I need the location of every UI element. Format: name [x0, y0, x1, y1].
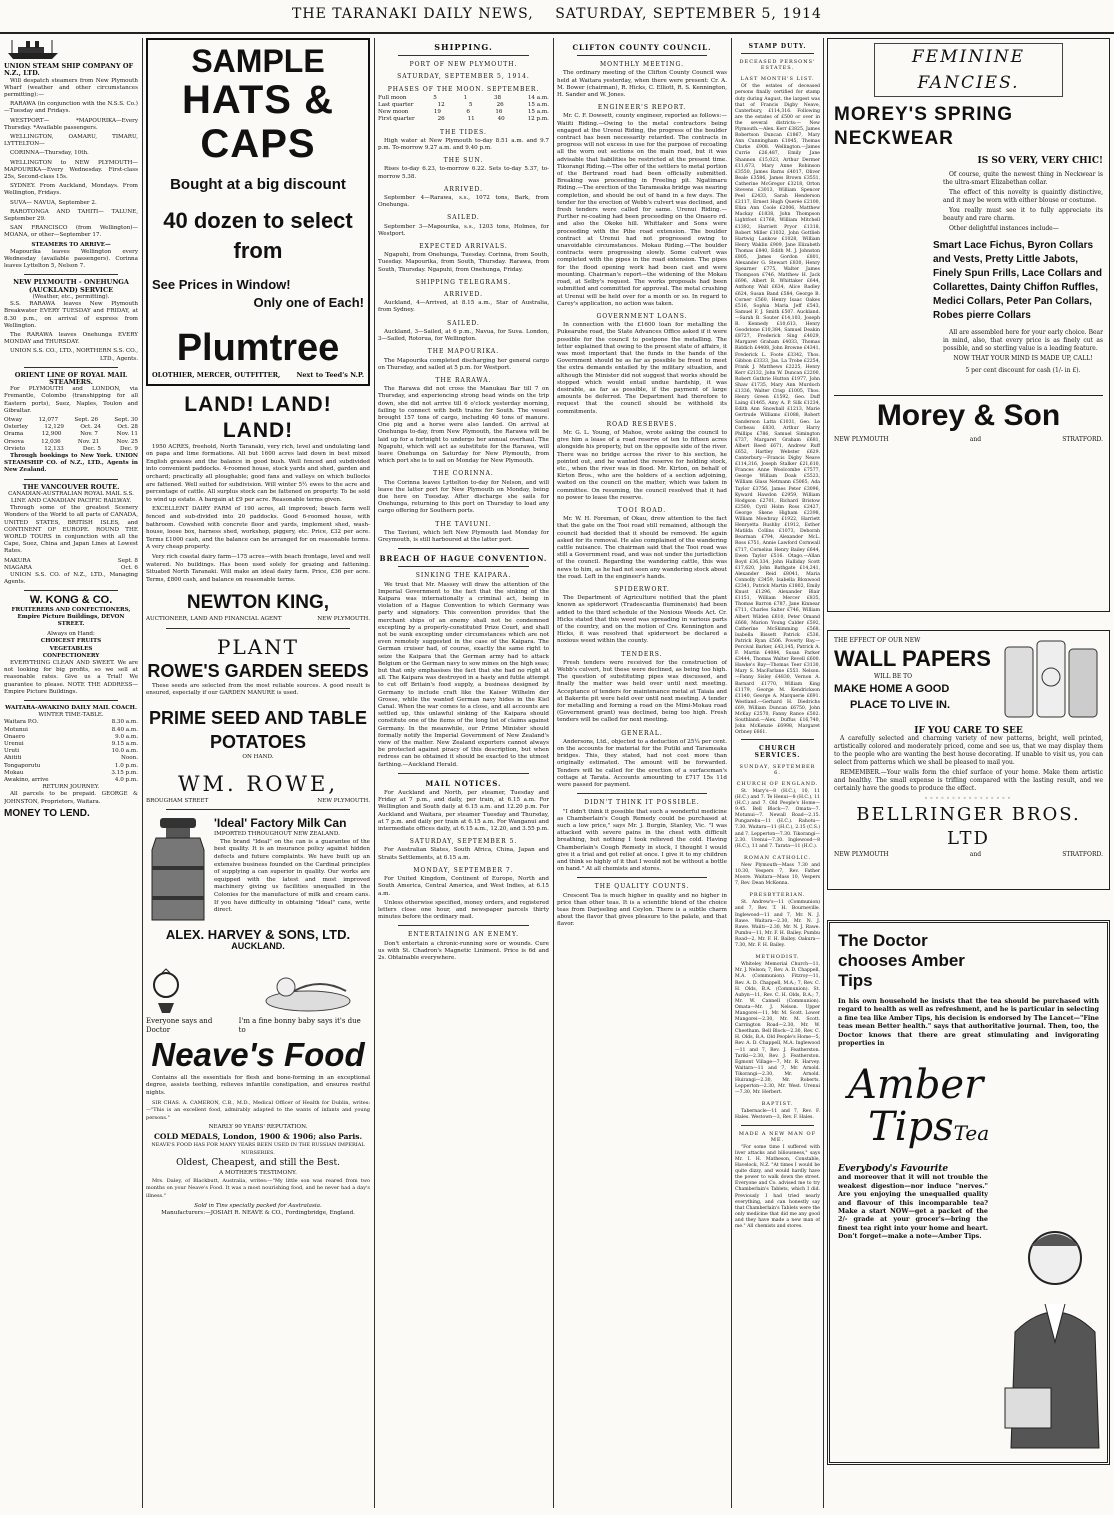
newton-sub: AUCTIONEER, LAND AND FINANCIAL AGENT NEW PLYMOUTH.: [146, 616, 370, 623]
table-row: Orvieto 12,133 Dec. 5 Dec. 9: [4, 445, 138, 452]
newman-text: "For some time I suffered with liver attacks and biliousness," says Mr. I. H. Matheson, Constable, Havelock, N.Z. "At times I would be quite dizzy, and would hardly have the power to walk down the street. Everyone and Co. advised me to try Chamberlain's Tablets, which I did. Previously I had tried nearly everything, and can honestly say that Chamberlain's Tablets were the only medicine that did me any good and they have made a new man of me." All chemists and stores.: [735, 1144, 820, 1229]
arrived-heading: ARRIVED.: [444, 185, 483, 193]
hague-heading: BREACH OF HAGUE CONVENTION.: [379, 554, 548, 564]
monday-heading: MONDAY, SEPTEMBER 7.: [413, 866, 514, 874]
table-row: New moon 19 6 16 15 a.m.: [378, 109, 549, 116]
kong-text: FRUITERERS AND CONFECTIONERS, Empire Picture Buildings, DEVON STREET.: [11, 606, 131, 628]
alex-harvey-heading: ALEX. HARVEY & SONS, LTD.: [165, 927, 351, 943]
gold-medals: COLD MEDALS, London, 1900 & 1906; also Paris.: [153, 1132, 363, 1141]
hats-caps-ad: [146, 38, 370, 386]
table-row: Orsova 12,036 Nov. 21 Nov. 25: [4, 438, 138, 445]
will-be-line: WILL BE TO: [874, 673, 913, 680]
steamship-icon: [4, 38, 62, 60]
table-row: Onaero 9.0 a.m.: [4, 733, 138, 740]
column-council: [557, 38, 727, 1508]
uss-company-title: UNION STEAM SHIP COMPANY OF N.Z., LTD.: [4, 62, 134, 78]
ornament-line: ◦◦◦◦◦◦◦◦◦◦◦◦◦◦◦◦: [924, 795, 1013, 802]
divider: [398, 773, 529, 774]
royal-crest-icon: [146, 967, 186, 1017]
arrived-text: September 4—Rarawa, s.s., 1072 tons, Bark, from Onehunga.: [378, 195, 549, 209]
vancouver-footer: UNION S.S. CO. of N.Z., LTD., Managing Agents.: [4, 572, 138, 586]
mail-text: For Auckland and North, per steamer, Tuesday and Friday at 7 p.m., and daily, per train, at 6.15 a.m. For Wellington and South daily at 6.15 a.m. and 12.20 p.m. For Auckland and Waitara, per steamer Tuesday and Thursday, at 7 p.m. and daily per train at 6.15 a.m. For Wanganui and intermediate offices daily, at 6.15 a.m., 12.20, and 3.55 p.m.: [378, 790, 549, 833]
saturday-heading: SATURDAY, SEPTEMBER 5.: [409, 838, 518, 846]
kong-text2: EVERYTHING CLEAN AND SWEET. We are not looking for big profits, so we sell at reasonable rates. Give us a Trial! We guarantee to please. NOTE THE ADDRESS— Empire Picture Buildings.: [4, 660, 138, 695]
mapourika-heading: THE MAPOURIKA.: [427, 348, 500, 356]
chic-text: Of course, quite the newest thing in Neckwear is the ultra-smart Elizabethan collar.: [943, 171, 1103, 186]
newton-king-heading: NEWTON KING,: [186, 592, 330, 614]
mother-testimony: A MOTHER'S TESTIMONY.: [219, 1170, 297, 1177]
amber-word: Amber: [848, 1062, 984, 1109]
sailed2-text: Auckland, 3—Sailed, at 6 p.m., Navua, for Suva. London, 3—Sailed, Rotorua, for Wellington.: [378, 328, 549, 343]
column-rule: [823, 38, 824, 1508]
coach-footer: All parcels to be prepaid. GEORGE & JOHNSTON, Proprietors, Waitara.: [4, 791, 138, 805]
potatoes-heading: POTATOES: [209, 732, 306, 753]
money-to-lend: MONEY TO LEND.: [4, 807, 90, 819]
only-one-line: Only one of Each!: [253, 295, 364, 310]
arrived2-text: Auckland, 4—Arrived, at 8.15 a.m., Star of Australia, from Sydney.: [378, 300, 549, 314]
newman-heading: MADE A NEW MAN OF ME.: [738, 1130, 817, 1143]
estates-text: Of the estates of deceased persons finally certified for stamp duty during August, the largest was that of Francis Digby Neave, Canterbury, £114,316. Following are the estates of £500 or over in the several districts:— New Plymouth.—Alex. Kerr £3825, James Robertson Duncan £1867, Mary Ann Cunningham £1045, Thomas Clarke £908. Wellington.—James Currie £26,487, Emily Jane Shannon £15,023, Arthur Dermer £11,673, Mary Anne Robinson £3550, James Barns £4017, Oliver Beale £3586, James Brown £3551, Catherine McGregor £3218, Orton Stevens £3013, William Spencer Peel £2433, Sarah Henderson £2117, Ernest Hugh Querée £2100, Eliza Ann Coole £2006, Matthew Mackay £1838, John Thompson Lightfoot £1768, William Mitchell £1392, Harriett Pryor £1318, Robert Miller £1032, John Gottlieb Hartwig Lankow £1028, William Henry Waklin £909, Jane Elizabeth Thomas £840, Edith M. J. Johnston £805, James Gordon £801, Alexander G. Stewart £830, Henry Spearner £775, Walter James Thompson £746, Matthew H. Jack £696, Albert B. Whittaker £644, Anthony Wall £634, Alice Radley £624, Susan Band £584, George B. Corner £560, Henry Isaac Oakes £516, Sophia Maria Jeff £543, Samuel F. J. Smith £507. Auckland.—Sarah B. Souter £14,103, Joseph B. Kennedy £10,613, Henry Goodstone £10,384, Samuel Deakin £8727, Frederick Sing £4029, Margaret Graham £4033, Thomas Riddich £4408, John Browne £4341, Frederick L. Foote £3342, Thos. Gibbon £3333, Jas. La Trobe £2254, Frank J. Matthews £2225, Henry Kerr £2132, John W. Duncan £2200, Robert Guthrie Hutton £1977, John Shaw £1735, Mary Ann Murdoch £1336, Walter Crisp £1005, Thos. Henry Green £1592, Geo. Duff Laing £1465, Amy A. P. Silk £1234, Edith Ann Snowball £1213, Marie Gertrude Williams £1088, Robert Sanderson Latta £1031, Geo. Le Corbeau £830, Arthur Harry Phillips £786, Samuel Simington £737, Margaret Graham £681, Albert Reed £671, Andrew Ruff £652, Hartley Webster £629. Canterbury.—Francis Digby Neave £114,316, Joseph Stalker £21,610, Frances Anne Woolcombe £7577, George William Doak £5523, William Glass Netmann £5065, Ada Taylor £3756, James Peter £3096, Kyward Hawdon £2959, William Hodgson £2701, Richard Bristow £2500, Cyril Holm Ross £2427, George Skene Higham £2398, William Mowbray £1922, Harriett Henryetta Rushby £1912, Esther Matilda Collins £1073, Deborah Bearman £794, Alexander McL. Ross £751, Annie Lawford Cornwall £717, Cornelius Henry Bailey £644, Ewen Taylor £516. Otago.—Allan Boyd £36,334, John Halliday Scott £17,620, John Bathgate £14,241, Alexander Reid £8041, Maria Connolly £3459, Isabella Bloxwood £2341, Patrick Martin £1802, Emily Knust £1296, Alexander Blair £1151, William Mercer £835, Thomas Barron £787, Jane Kinnear £711, Charles Salter £746, William Albert Wilden £610, Peter Omand £668, Marion Young Calder £592, Catherine McSkimming £568, Isabella Bissett Patrick £536, Patrick Ryan £506. Poverty Bay.—Percival Barker, £43,145, Patrick A. F. Martin £4084, Susan Parker £3444, Thomas Walter Revell £600. Hawke's Bay—Thomas Teer £3130, Mary S. MacFarlane £553. Nelson.—Fanny Sisley £4830, Vernon A. Barnard £1770, William King £1179, George M. Kendrickson £1140, George A. Marquerie £691. Westland.—Gerhard H. Diedrichs £69, William Duncan £6750, John McKay £2570, Fanny Rance £502. Southland.—Alex. Duffus £16,740, John McKenzie £6998, Margaret Orbney £661.: [735, 84, 820, 736]
cameron-quote: SIR CHAS. A. CAMERON, C.B., M.D., Medical Officer of Health for Dublin, writes:—"This is an excellent food, admirably adapted to the wants of infants and young persons.": [146, 1099, 370, 1121]
see-prices-line: See Prices in Window!: [152, 277, 291, 292]
column-display-ads: [146, 38, 370, 1508]
column-rule: [142, 38, 143, 1508]
kaipara-heading: SINKING THE KAIPARA.: [415, 572, 512, 580]
sample-heading: SAMPLE: [191, 43, 325, 79]
list-item: Always on Hand:: [47, 631, 95, 638]
plant-heading: PLANT: [216, 634, 300, 659]
assembled-text: All are assembled here for your early choice. Bear in mind, also, that every price is as finely cut as possible, and so sterling value is a leading feature.: [943, 329, 1103, 352]
baby-drawing-icon: [250, 961, 370, 1017]
bellringer-heading: BELLRINGER BROS. LTD: [856, 804, 1081, 849]
england-text: St. Mary's—8 (H.C.), 10, 11 (H.C.) and 7. Te Henui—8 (H.C.), 11 (H.C.) and 7. Old People's Home—9.45. Bell Block—7. Omata—7. Motunui—7. Newall Road—2.15. Pungarehu—11 (H.C.). Rahotu—7.30. Waitara—11 (H.C.), 2.15 (C.S.) and 7. Lepperton—7.30. Tikorangi—2.30. Urenui—7.30. Inglewood—8 (H.C.), 11 and 7. Tarata—11 (H.C.).: [735, 788, 820, 849]
coach-return: RETURN JOURNEY.: [42, 784, 100, 791]
monday-text: For United Kingdom, Continent of Europe, North and South America, Central America, and West Indies, at 6.15 a.m.: [378, 876, 549, 897]
sun-text: Rises to-day 6.23, to-morrow 6.22. Sets to-day 5.37, to-morrow 5.38.: [378, 166, 549, 180]
council-heading: CLIFTON COUNTY COUNCIL.: [572, 43, 712, 52]
england-heading: CHURCH OF ENGLAND.: [736, 780, 819, 787]
table-row: First quarter 26 11 40 12 p.m.: [378, 116, 549, 123]
amber-tips-logo: [838, 1062, 1099, 1155]
table-row: MAKURA Sept. 8: [4, 557, 138, 564]
reserves-heading: ROAD RESERVES.: [606, 420, 678, 428]
column-stamp-duty: [735, 38, 820, 1508]
milk-can-copy: [210, 816, 370, 926]
moreys-heading: MOREY'S SPRING: [834, 104, 1013, 125]
auckland-line: AUCKLAND.: [231, 941, 285, 952]
bellringer-locations: NEW PLYMOUTH and STRATFORD.: [834, 851, 1103, 858]
methodist-heading: METHODIST.: [755, 954, 800, 961]
list-item: WELLINGTON, OAMARU, TIMARU, LYTTELTON—: [4, 134, 138, 148]
telegrams-heading: SHIPPING TELEGRAMS.: [415, 278, 512, 286]
monthly-heading: MONTHLY MEETING.: [599, 61, 685, 69]
morey-locations: NEW PLYMOUTH and STRATFORD.: [834, 436, 1103, 443]
sailed-heading: SAILED.: [447, 214, 480, 222]
table-row: NIAGARA Oct. 6: [4, 564, 138, 571]
table-row: Motunui 8.40 a.m.: [4, 726, 138, 733]
divider: [166, 809, 350, 810]
np-agents: UNION S.S. CO., LTD., NORTHERN S.S. CO., LTD., Agents.: [9, 348, 138, 362]
neckwear-heading: NECKWEAR: [834, 128, 954, 149]
list-item: SAN FRANCISCO (from Wellington)— MOANA, or other—September 17.: [4, 225, 138, 239]
tides-heading: THE TIDES.: [440, 128, 487, 136]
divider: [398, 566, 529, 567]
neaves-food-heading: Neave's Food: [151, 1035, 365, 1073]
arrived2-heading: ARRIVED.: [444, 291, 483, 299]
rarawa-heading: THE RARAWA.: [435, 376, 492, 384]
coastal-text: Very rich coastal dairy farm—175 acres—with beach frontage, level and well watered. No buildings. Has been used solely for grazing and fattening. Situated North Taranaki. Will make an ideal dairy farm. Price, £36 per acre. Terms, £800 cash, and balance on reasonable terms.: [146, 553, 370, 583]
rowes-text: These seeds are selected from the most reliable sources. A good result is ensured, especially if our GARDEN MANURE is used.: [146, 682, 370, 697]
np-onehunga-title: NEW PLYMOUTH - ONEHUNGA (AUCKLAND) SERVICE: [13, 278, 129, 294]
quality-heading: THE QUALITY COUNTS.: [594, 883, 690, 891]
loans-heading: GOVERNMENT LOANS.: [596, 312, 688, 320]
milk-can-text: The brand "Ideal" on the can is a guarantee of the best quality. It is an insurance policy against hidden defects and future complaints. We have built up an extensive business founded on the Cardinal principles of supplying a can superior in quality. Our works are equipped with the latest and most improved machinery giving us facilities unequalled in the Colonies for the manufacture of milk and cream cans. If you have difficulty in obtaining "Ideal" cans, write direct.: [214, 838, 370, 914]
divider: [166, 628, 350, 629]
milk-can-icon: [146, 816, 210, 926]
column-shipping-news: [378, 38, 549, 1508]
divider: [24, 700, 118, 701]
sold-in-tins: Sold in Tins specially packed for Australasia.: [194, 1202, 322, 1209]
masthead: [0, 6, 1114, 34]
doctor-text: In his own household he insists that the tea should be purchased with regard to health as well as refreshment, and he is particular in selecting a fine tea like Amber Tips, his decision is endorsed by The Lancet—"Fine teas mean Better health." says that authoritative journal. Then, too, the Doctor knows that there are great stimulating and invigorating properties in: [838, 997, 1099, 1048]
kaipara-text: We trust that Mr. Massey will draw the attention of the Imperial Government to the fact that the sinking of the Kaipara was internationally a criminal act, being in violation of a Hague Convention to which Germany was party and signatory. This convention provides that the merchant ships of an enemy shall not be condemned excepting by a properly-constituted Prize Court, and shall not be sunk excepting under circumstances which are not even remotely suggested in the case of the Kaipara. The German cruiser had, of course, exactly the same right to seize the Kaipara that the German army had to attack Belgium or the German navy to sow mines on the high seas; but that only emphasises the fact that she had no right at all. The Kaipara was destroyed in a hasty and futile attempt to cut off Britain's food supply, a business designed by Germany to include craft like the Kaiser Wilhelm der Grosse, while the wanted German navy hides in the Kiel Canal. When the war comes to a close, and all accounts are settled up, this unlawful sinking of the Kaipara should constitute one of the items of the long list of claims against Germany. In the meanwhile, our Prime Minister should formally notify the Imperial Government of New Zealand's view of the matter. New Zealand exporters cannot always be protected against piracy of this description, but when redress can be obtained it should be exacted to the utmost farthing.—Auckland Herald.: [378, 581, 549, 768]
place-line: PLACE TO LIVE IN.: [850, 699, 951, 711]
moon-heading: PHASES OF THE MOON. SEPTEMBER.: [387, 85, 540, 93]
uss-list: [4, 101, 138, 239]
expected-text: Ngapuhi, from Onehunga, Tuesday. Corinna, from South, Tuesday. Mapourika, from South, Thursday. Rarawa, from South, Thursday. Ngapuhi, from Onehunga, Friday.: [378, 252, 549, 273]
table-row: Awakino, arrive 4.0 p.m.: [4, 777, 138, 784]
reserves-text: Mr. G. L. Young, of Mahoe, wrote asking the council to give him a lease of a road reserve of ten to fifteen acres alongside his property, but on the opposite side of the river. There was no bridge across the river to his section, he pointed out, and he wanted the reserve for holding stock, etc., when the river was in flood. Mr. Kirton, on behalf of Kirton Bros., who are the holders of a section adjoining, waited on the council on the matter, which was taken in committee. On resuming, the council resolved that it had no power to lease the reserve.: [557, 429, 727, 501]
plumtree-sub: OLOTHIER, MERCER, OUTFITTER, Next to Teed's N.P.: [152, 371, 364, 379]
enemy-heading: ENTERTAINING AN ENEMY.: [407, 931, 520, 939]
deceased-heading: DECEASED PERSONS' ESTATES.: [739, 59, 816, 72]
lastmonth-heading: LAST MONTH'S LIST.: [740, 76, 815, 83]
plumtree-heading: Plumtree: [176, 327, 340, 369]
mapourika-text: The Mapourika completed discharging her general cargo on Thursday, and sailed at 5 p.m. for Westport.: [378, 357, 549, 371]
spiderwort-heading: SPIDERWORT.: [614, 586, 670, 594]
taviuni-text: The Taviuni, which left New Plymouth last Monday for Greymouth, is still harboured at the latter port.: [378, 529, 549, 543]
fully-text: You really must see it to fully appreciate its beauty and rare charm.: [943, 207, 1103, 222]
effect-of-line: THE EFFECT OF OUR NEW: [834, 637, 921, 644]
baby-caption: Everyone says and Doctor I'm a fine bonny baby says it's due to: [146, 1016, 361, 1034]
enemy-text: Don't entertain a chronic-running sore or wounds. Cure us with St. Chadron's Magnetic Liniment. Price is 6d and 2s. Obtainable everywhere.: [378, 940, 549, 961]
divider: [398, 925, 529, 926]
table-row: Urenui 9.15 a.m.: [4, 741, 138, 748]
loans-text: In connection with the £1600 loan for metalling the Pukearuhe road, the State Advances Office asked if it were possible for the council to postpone the metalling. The letter explained that owing to the present state of affairs, it was most important that the funds in the hands of the Government should be as far as possible be freed to meet the extra demands entailed by the military situation, and although the Minister did not suggest that works should be stopped which would entail undue hardship, it was desirable, as far as possible, if the payment of large amounts be deferred. The Department had therefore to request that the council should be withhold its commitments.: [557, 322, 727, 415]
methodist-text: Whiteley Memorial Church—11, Mr. J. Nelson; 7, Rev. A. D. Chappell, M.A. (Communion). Fitzroy—11, Rev. A. D. Chappell, M.A.; 7, Rev. C. H. Olds, B.A. (Communion). St. Aubyn—11, Rev. C. H. Olds, B.A.; 7, Mr. W. Cannell (Communion). Omata—Mr. J. Nelson. Upper Mangorei—11, Mr. M. Scott. Lower Mangorei—2.30, Mr. M. Scott. Carrington Road—2.30, Mr. W. Cheetham. Bell Block—2.30, Rev. C. H. Olds, B.A. Old People's Home—5, Rev. A. D. Chappell, M.A. Inglewood—11 and 7, Rev. J. Featherston. Tariki—2.30, Rev. J. Featherston. Egmont Village—7, Mr. R. Harvey. Waitara—11 and 7, Mr. Arnold. Tikorangi—2.30, Mr. Arnold. Huirangi—2.30, Mr. Roberts. Lepperton—2.30, Mr. West. Urenui—7.30, Mr. Herbert.: [735, 962, 820, 1096]
morey-son-heading: Morey & Son: [834, 395, 1103, 436]
divider: [24, 274, 118, 275]
favourite-text: and moreover that it will not trouble the weakest digestion—nor induce "nerves." Are you enjoying the unequalled quality and flavour of this incomparable tea? Make a start NOW—get a packet of the 2/- grade at your grocer's—bring the finest tea right into your home and heart. Don't forget—make a note—Amber Tips.: [838, 1173, 988, 1241]
table-row: Orama 12,900 Nov. 7 Nov. 11: [4, 431, 138, 438]
divider: [577, 793, 707, 794]
prime-seed-heading: PRIME SEED AND TABLE: [148, 708, 367, 729]
list-item: SUVA— NAVUA, September 2.: [10, 199, 97, 206]
on-hand: ON HAND.: [242, 754, 274, 761]
shipping-heading: SHIPPING.: [434, 42, 493, 52]
church-heading: CHURCH SERVICES.: [754, 745, 801, 759]
presbyterian-heading: PRESBYTERIAN.: [749, 892, 806, 899]
port-date: SATURDAY, SEPTEMBER 5, 1914.: [397, 73, 530, 81]
sailed-text: September 3—Mapourika, s.s., 1203 tons, Holmes, for Westport.: [378, 223, 549, 237]
chic-line: IS SO VERY, VERY CHIC!: [977, 156, 1103, 166]
tooi-heading: TOOI ROAD.: [617, 506, 667, 514]
rowe-sub: BROUGHAM STREET NEW PLYMOUTH.: [146, 797, 370, 804]
column-rule: [731, 38, 732, 1508]
stamp-heading: STAMP DUTY.: [748, 43, 807, 50]
discount-line: Bought at a big discount: [170, 176, 346, 193]
oldest-cheapest: Oldest, Cheapest, and still the Best.: [176, 1158, 340, 1169]
sunday-heading: SUNDAY, SEPTEMBER 6.: [739, 763, 816, 776]
table-row: Waitara P.O. 8.30 a.m.: [4, 719, 138, 726]
tenders-text: Fresh tenders were received for the construction of Webb's culvert, but these were declined, as being too high. The question of substituting pipes was discussed, and finally the matter was held over until next meeting. Acceptance of tenders for maintenance metal at Taiaia and at Bakerite pit were held over until next meeting. A tender for metalling and forming a road on the Mimi-Mokau road (Government grant) was declined, being too high. Fresh tenders will be called for next meeting.: [557, 659, 727, 724]
paper-name: THE TARANAKI DAILY NEWS,: [292, 6, 534, 22]
column-shipping-ads: [4, 38, 138, 1508]
russian-nurseries: NEAVE'S FOOD HAS FOR MANY YEARS BEEN USED IN THE RUSSIAN IMPERIAL NURSERIES.: [151, 1142, 365, 1156]
list-item: CHOICEST FRUITS: [40, 638, 102, 645]
engineer-text: Mr. C. F. Dowsett, county engineer, reported as follows:— Waiiti Riding.—Owing to the metal contractors being engaged at the Urenui Riding, the progress of the boulder contract has been necessarily retarded. The contracts in progress will not excess in use for the purpose of recoating all the worn out sections on the main road, but it was advisable that liabilities be restricted at the present time. Tikorangi Riding.—The offer of the settlers to metal portion of the Bertrand road had been officially submitted. Breaking was proceeding in Freeling pit. Ngatimaru Riding.—The erection of the Tarameaka bridge was nearing completion, and should be out of hand in a few days. The tender for the erection of Webb's culvert was declined, and fresh tenders were called for same. Urenui Riding.—Further re-coating had been proceeding on the Onaero rd. and also the Okoke hill. Whittaker and Sons were proceeding with the Pihe road extension. The boulder contract at Urenui had not progressed owing to unavoidable circumstances. Mokau Riding.—The boulder contracts were progressing slowly. Some culvert was completed with the pipes in the road extension. The pipes for the flood opening work had been cast and were mounting. Chairman's report—the widening of the Mokau road, at Selby's request. The works proposals had been submitted and committed for approval. The metal crushing at Urenui will be held over for a month or so. In regard to Carey's application, no action was taken.: [557, 113, 727, 307]
land-text: 1950 ACRES, freehold, North Taranaki, very rich, level and undulating land on papa and lime formations. All but 1600 acres laid down in best mixed English grasses and the balance in good bush. Well fenced and subdivided into convenient paddocks. 4-roomed house, stock yards and shed, garden and orchard; practically all ploughable; good fans and valleys on which bullocks are fattened. Well suited for subdivision. Will winter 5½ ewes to the acre and percentage of cattle. All surplus stock can be fattened on property. To be sold to wind up estate. A bargain at £9 per acre. Reasonable terms given.: [146, 443, 370, 503]
table-row: Mokau 3.15 p.m.: [4, 769, 138, 776]
column-rule: [553, 38, 554, 1508]
list-item: CORINNA—Thursday, 10th.: [10, 150, 89, 157]
land-heading: LAND! LAND! LAND!: [184, 392, 332, 442]
column-rule: [374, 38, 375, 1508]
wall-text: A carefully selected and charming variety of new patterns, bright, well printed, artistically colored and moderately priced, come and see us, that we may display them to the people who are wanting the best house decorating. If unable to visit us, you can select from patterns which we shall be pleased to mail you.: [834, 735, 1103, 766]
wall-papers-heading: WALL PAPERS: [834, 646, 991, 671]
hats-caps-heading: HATS & CAPS: [182, 78, 334, 166]
catholic-heading: ROMAN CATHOLIC.: [743, 854, 812, 861]
arrive-text: Mapourika leaves Wellington every Wednesday (available passengers). Corinna leaves Lyttelton 5, Nelson 7.: [4, 248, 138, 270]
engineer-heading: ENGINEER'S REPORT.: [597, 104, 687, 112]
np-onehunga-text2: The RARAWA leaves Onehunga EVERY MONDAY and THURSDAY.: [4, 331, 138, 346]
vancouver-title: THE VANCOUVER ROUTE.: [22, 482, 120, 491]
list-item: CONFECTIONERY: [42, 652, 100, 659]
table-row: Uruti 10.0 a.m.: [4, 748, 138, 755]
cash-discount: 5 per cent discount for cash (1/- in £).: [965, 367, 1081, 374]
remember-text: REMEMBER.—Your walls form the chief surface of your home. Make them artistic and healthy. The small expense is trifling compared with the lasting result, and we certainly have the goods to produce the effect.: [834, 769, 1103, 792]
orient-title: ORIENT LINE OF ROYAL MAIL STEAMERS.: [14, 370, 128, 386]
tips-word: TipsTea: [868, 1104, 990, 1151]
orient-footer: Through bookings to New York. UNION STEAMSHIP CO. of N.Z., LTD., Agents in New Zealand.: [4, 452, 138, 474]
orient-table: [4, 417, 138, 453]
table-row: Osterley 12,129 Oct. 24 Oct. 28: [4, 424, 138, 431]
baby-illustration: [146, 957, 370, 1017]
doctor-portrait-icon: [991, 1212, 1101, 1452]
general-text: Andersons, Ltd., objected to a deduction of 25¼ per cent. on the accounts for material for the Putiki and Tarameaka bridges. This, they stated, had not cost more than originally estimated. The amount will be forwarded. Tenders will be called for the erection of a surfaceman's cottage at Tarata. Accounts amounting to £717 15s 11d were passed for payment.: [557, 738, 727, 789]
coach-table: [4, 719, 138, 784]
rarawa-text: The Rarawa did not cross the Manukau Bar till 7 on Thursday, and experiencing strong head winds on the trip down, she did not arrive till 6 o'clock yesterday morning, failing to connect with both trains for South. The vessel brought 157 tons of cargo, including 40 tons of manure. One pig and a horse were also landed. On arrival at Onehunga to-day, from New Plymouth, the Rarawa will be laid up for a fortnight to undergo her annual overhaul. The Ngapuhi, which will act as substitute for the Rarawa, will leave Onehunga on Saturday for New Plymouth, from which port she is to sail on Monday for New Plymouth.: [378, 386, 549, 465]
divider: [24, 479, 118, 480]
coach-title: WAITARA-AWAKINO DAILY MAIL COACH.: [5, 705, 137, 712]
port-heading: PORT OF NEW PLYMOUTH.: [409, 61, 518, 69]
tides-text: High water at New Plymouth to-day 8.51 a.m. and 9.7 p.m. To-morrow 9.27 a.m. and 9.40 p.m.: [378, 137, 549, 152]
list-item: WELLINGTON to NEW PLYMOUTH— MAPOURIKA—Every Wednesday. First-class 25s, Second-class 15s.: [4, 159, 138, 181]
mother-text: Mrs. Daley, of Blackbutt, Australia, writes:—"My little son was reared from two months on your Neave's Food. It was a most nourishing food, and he never had a day's illness.": [146, 1177, 370, 1199]
presbyterian-text: St. Andrew's—11 (Communion) and 7, Rev. T. H. Bourneville. Inglewood—11 and 7, Mr. N. J. Rawe. Waitara—2.30, Mr. N. J. Rawe. Waiiti—2.30, Mr. N. J. Rawe. Pumbu—11, Mr. F. H. Bailey. Pumbu Road—2, Mr. F. H. Bailey. Oakura—7.30, Mr. F. H. Bailey.: [735, 900, 820, 949]
divider: [398, 548, 529, 549]
divider: [577, 55, 707, 56]
divider: [741, 739, 814, 740]
other-text: Other delightful instances include—: [949, 225, 1059, 232]
arrive-title: STEAMERS TO ARRIVE—: [31, 241, 111, 248]
quality-text: Crescent Tea is much higher in quality and no higher in price than other teas. It is a scientific blend of the choice teas from Darjeeling and Ceylon. There is a subtle charm about the flavor that gives pleasure to the palate, and that flavor.: [557, 892, 727, 928]
table-row: Tongaporutu 1.0 p.m.: [4, 762, 138, 769]
morey-ad: [827, 38, 1110, 612]
issue-date: SATURDAY, SEPTEMBER 5, 1914: [555, 6, 822, 22]
divider: [741, 1125, 814, 1126]
nearly-90: NEARLY 90 YEARS' REPUTATION.: [208, 1124, 308, 1131]
forty-dozen-line: 40 dozen to select from: [163, 208, 353, 263]
manufacturers: Manufacturers:—JOSIAH R. NEAVE & CO., Fordingbridge, England.: [161, 1210, 355, 1217]
didnt-heading: DIDN'T THINK IT POSSIBLE.: [584, 799, 700, 807]
milk-can-ad: [146, 816, 370, 926]
milk-can-sub: IMPORTED THROUGHOUT NEW ZEALAND.: [214, 831, 340, 838]
wm-rowe-heading: WM. ROWE,: [177, 771, 339, 796]
kong-list: [4, 631, 138, 660]
divider: [24, 590, 118, 591]
baptist-text: Tabernacle—11 and 7, Rev. F. Hales. Westown—3, Rev. F. Hales.: [735, 1109, 820, 1121]
divider: [24, 367, 118, 368]
neckwear-list: Smart Lace Fichus, Byron Collars and Vests, Pretty Little Jabots, Finely Spun Frills, Lace Collars and Collarettes, Dainty Chiffon Ruffles, Medici Collars, Peter Pan Collars, Robes pierre Collars: [933, 240, 1102, 321]
wallpaper-rolls-icon: [1001, 637, 1101, 725]
taviuni-heading: THE TAVIUNI.: [435, 520, 492, 528]
list-item: RAROTONGA AND TAHITI— TALUNE, September 29.: [4, 208, 138, 223]
catholic-text: New Plymouth—Mass 7.30 and 10.30, Vespers 7, Rev. Father Moore. Waitara—Mass 10, Vespers 7, Rev. Dean McKenna.: [735, 862, 820, 887]
kong-title: W. KONG & CO.: [29, 594, 113, 607]
list-item: RARAWA (in conjunction with the N.S.S. Co.)—Tuesday and Fridays.: [4, 101, 138, 115]
uss-note: Will despatch steamers from New Plymouth Wharf (weather and other circumstances permitting):—: [4, 77, 138, 99]
vancouver-text2: Through some of the greatest Scenery Wonders of the World to all parts of CANADA, UNITED STATES, BRITISH ISLES, and CONTINENT OF EUROPE. ROUND THE WORLD TOURS in conjunction with all the Cape, Suez, China and Japan Lines at Lowest Rates.: [4, 505, 138, 555]
meeting-text: The ordinary meeting of the Clifton County Council was held at Waitara yesterday, when there were present: Cr. A. M. Bower (chairman), R. Hicks, C. Elliott, R. S. Kennington, H. Sander and W. Jones.: [557, 70, 727, 99]
moon-table: [378, 95, 549, 124]
table-row: Ahititi Noon.: [4, 755, 138, 762]
didnt-text: "I didn't think it possible that such a wonderful medicine as Chamberlain's Cough Remedy could be purchased at such a low price," says Mr. J. Burgin, Stanley, Vic. "I was attacked with severe pains in the chest with difficult breathing, but nothing I took relieved the cold. Having Chamberlain's Cough Remedy in stock, I thought I would give it a trial and got relief at once. I give it to my children and think so highly of it that I would not be without a bottle on hand." At all chemists and stores.: [557, 808, 727, 873]
divider: [577, 877, 707, 878]
neaves-text: Contains all the essentials for flesh and bone-forming in an exceptional degree, assists teething, relieves infantile constipation, and ensures restful nights.: [146, 1074, 370, 1097]
baptist-heading: BAPTIST.: [761, 1101, 794, 1108]
list-item: WESTPORT— *MAPOURIKA—Every Thursday. *Available passengers.: [4, 117, 138, 131]
tooi-text: Mr. W. H. Foreman, of Okau, drew attention to the fact that the gate on the Tooi road still remained, although the council had decided that it should be removed. He again asked for its removal. He also complained of the wandering cattle nuisance. The chairman said that the Tooi road was still a Government road, and was not under the jurisdiction of the council. Regarding the wandering cattle, this was news to him, as he had not seen any wandering stock about the road. Left in the engineer's hands.: [557, 516, 727, 580]
wallpaper-ad: [827, 630, 1110, 890]
table-row: Otway 12,077 Sept. 26 Sept. 30: [4, 416, 138, 423]
spiderwort-text: The Department of Agriculture notified that the plant known as spiderwort (Tradescantia fluminensis) had been added to the third schedule of the Noxious Weeds Act. Cr. Hicks stated that this weed was spreading in various parts of the country, and on the motion of Crs. Kennington and Hicks, it was resolved that spiderwort be declared a noxious weed within the county.: [557, 595, 727, 645]
corinna-heading: THE CORINNA.: [433, 470, 494, 478]
doctor-heading: The Doctor chooses Amber Tips: [838, 931, 965, 990]
make-home-line: MAKE HOME A GOOD: [834, 683, 950, 695]
now-line: NOW THAT YOUR MIND IS MADE UP, CALL!: [953, 355, 1093, 362]
milk-can-title: 'Ideal' Factory Milk Can: [214, 816, 347, 831]
saturday-text: For Australian States, South Africa, China, Japan and Straits Settlements, at 6.15 a.m.: [378, 847, 549, 861]
tenders-heading: TENDERS.: [621, 650, 663, 658]
orient-text: For PLYMOUTH and LONDON, via Fremantle, Colombo (transhipping for all Eastern ports), Suez, Naples, Toulon and Gibraltar.: [4, 386, 138, 414]
sailed2-heading: SAILED.: [447, 319, 480, 327]
coach-sub: WINTER TIME-TABLE.: [38, 712, 104, 719]
favourite-line: Everybody's Favourite: [838, 1164, 949, 1175]
np-onehunga-sub: (Weather, etc., permitting).: [32, 293, 110, 300]
divider: [398, 55, 529, 56]
mail-heading: MAIL NOTICES.: [425, 778, 502, 788]
corinna-text: The Corinna leaves Lyttelton to-day for Nelson, and will leave the latter port for New Plymouth on Monday, being due here on Tuesday. After discharge she sails for Onehunga, returning to this port on Thursday to load any cargo offering for Southern ports.: [378, 479, 549, 515]
divider: [741, 53, 814, 54]
list-item: SYDNEY. From Auckland, Mondays. From Wellington, Fridays.: [4, 183, 138, 197]
dairy-text: EXCELLENT DAIRY FARM of 190 acres, all improved; beach farm well fenced and sub-divided into 20 paddocks. Good 6-roomed house, with bathroom. Cowshed with concrete floor and yards, implement shed, wash-house, loose box, harness shed, workshop, piggery, etc. Price, £32 per acre. Terms £1000 cash, and the balance can be arranged for on reasonable terms. A very cheap property.: [146, 506, 370, 551]
mail-note: Unless otherwise specified, money orders, and registered letters close one hour, and newspaper parcels thirty minutes before the ordinary mail.: [378, 899, 549, 921]
list-item: VEGETABLES: [49, 645, 93, 652]
np-onehunga-text: S.S. RARAWA leaves New Plymouth Breakwater EVERY TUESDAY and FRIDAY, at 8.30 p.m., on arrival of express from Wellington.: [4, 301, 138, 329]
amber-tips-ad: [827, 920, 1110, 1465]
expected-heading: EXPECTED ARRIVALS.: [419, 243, 508, 251]
column-right-ads: [827, 38, 1110, 1508]
sun-heading: THE SUN.: [443, 157, 484, 165]
if-you-care: IF YOU CARE TO SEE: [914, 726, 1023, 736]
effect-text: The effect of this novelty is quaintly distinctive, and it may be worn with either blouse or costume.: [943, 189, 1103, 204]
table-row: Full moon 5 1 38 14 a.m.: [378, 94, 549, 101]
table-row: Last quarter 12 5 26 15 a.m.: [378, 102, 549, 109]
feminine-fancies-heading: FEMININE FANCIES.: [874, 43, 1063, 97]
general-heading: GENERAL.: [621, 729, 663, 737]
vancouver-text: CANADIAN-AUSTRALIAN ROYAL MAIL S.S. LINE AND CANADIAN PACIFIC RAILWAY.: [8, 490, 134, 504]
rowes-seeds-heading: ROWE'S GARDEN SEEDS: [147, 660, 369, 681]
